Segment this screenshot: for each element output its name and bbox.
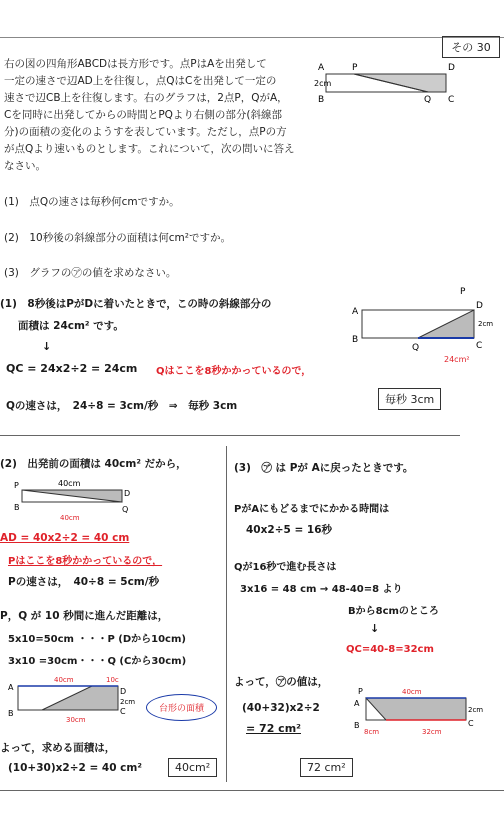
ans1-arrow: ↓ [42,340,52,353]
ans1-label-A: A [352,307,359,317]
label-side: 2cm [314,79,332,88]
ans1-line3: QC = 24x2÷2 = 24cm [6,362,138,375]
ans2-answer-box: 40cm² [168,758,217,777]
ans1-answer-box: 毎秒 3cm [378,388,441,410]
ans3-fig-B: B [354,721,360,730]
ans3-fig-A: A [354,699,360,708]
ans3-line3: 40x2÷5 = 16秒 [246,524,333,536]
problem-line: なさい。 [4,160,46,172]
ans2-line3: Pはここを8秒かかっているので， [8,556,163,567]
ans2-line5: P，Q が 10 秒間に進んだ距離は， [0,610,169,622]
ans2-line1: (2) 出発前の面積は 40cm² だから， [0,458,187,470]
ans3-line10: = 72 cm² [246,722,301,735]
ans3-fig-2cm: 2cm [468,706,484,714]
problem-line: Cを同時に出発してからの時間とPQより右側の部分(斜線部 [4,109,283,121]
question-3: (3) グラフの㋐の値を求めなさい。 [4,267,177,279]
problem-line: 分)の面積の変化のようすを表しています。ただし，点Pの方 [4,126,287,138]
ans2-fig1-Q: Q [122,505,129,514]
ans1-line1: (1) 8秒後はPがDに着いたときで，この時の斜線部分の [0,298,272,310]
rectangle-figure [316,60,456,110]
ans1-label-D: D [476,301,483,311]
ans2-fig2-bottom: 30cm [66,716,86,724]
label-Q: Q [424,95,432,105]
ans1-line3-note: Qはここを8秒かかっているので， [156,366,312,377]
ans3-line5: 3x16 = 48 cm → 48-40=8 より [240,584,403,595]
ans2-line9: (10+30)x2÷2 = 40 cm² [8,762,142,774]
ans1-label-C: C [476,341,483,351]
problem-line: が点Qより速いものとします。これについて，次の問いに答え [4,143,295,155]
ans1-label-P: P [460,287,466,297]
ans2-line7: 3x10 =30cm・・・Q (Cから30cm) [8,656,187,667]
ans2-line2: AD = 40x2÷2 = 40 cm [0,532,130,544]
ans3-fig-left: 8cm [364,728,380,736]
ans2-line4: Pの速さは， 40÷8 = 5cm/秒 [8,576,160,588]
ans2-line6: 5x10=50cm ・・・P (Dから10cm) [8,634,186,645]
area-graph [306,128,504,248]
ans2-figure1 [14,474,134,522]
question-1: (1) 点Qの速さは毎秒何cmですか。 [4,196,180,208]
ans2-bubble: 台形の面積 [146,694,217,721]
label-P: P [352,63,358,73]
page-label: その 30 [442,36,500,58]
ans2-figure2 [6,672,136,726]
ans2-line8: よって，求める面積は， [0,742,116,754]
ans1-line4: Qの速さは， 24÷8 = 3cm/秒 ⇒ 毎秒 3cm [6,400,238,412]
ans3-fig-top: 40cm [402,688,422,696]
ans3-arrow: ↓ [370,622,380,635]
ans3-fig-P: P [358,687,363,696]
ans2-fig1-B: B [14,503,20,512]
ans2-fig1-P: P [14,481,19,490]
ans3-line7: QC=40-8=32cm [346,644,434,655]
ans2-fig2-D: D [120,687,127,696]
ans2-fig2-t2: 10c [106,676,119,684]
ans2-fig2-top: 40cm [54,676,74,684]
ans2-fig2-B: B [8,709,14,718]
question-2: (2) 10秒後の斜線部分の面積は何cm²ですか。 [4,232,231,244]
ans3-line9: (40+32)x2÷2 [242,702,320,714]
ans3-line1: (3) ㋐ は Pが Aに戻ったときです。 [234,462,414,474]
ans2-fig1-D: D [124,489,131,498]
ans3-line2: PがAにもどるまでにかかる時間は [234,504,390,515]
ans1-figure [348,284,504,368]
label-C: C [448,95,455,105]
ans1-label-B: B [352,335,359,345]
label-B: B [318,95,325,105]
problem-text [4,56,295,175]
ans3-line8: よって，㋐の値は， [234,676,329,688]
ans3-fig-bottom: 32cm [422,728,442,736]
ans1-label-Q: Q [412,343,420,353]
ans3-answer-box: 72 cm² [300,758,353,777]
label-D: D [448,63,455,73]
ans2-fig2-2cm: 2cm [120,698,136,706]
ans1-label-area: 24cm² [444,355,470,364]
ans2-fig2-A: A [8,683,14,692]
ans3-figure [352,684,482,744]
ans3-fig-C: C [468,719,474,728]
problem-line: 右の図の四角形ABCDは長方形です。点PはAを出発して [4,58,267,70]
ans1-line2: 面積は 24cm² です。 [18,320,124,332]
ans3-line4: Qが16秒で進む長さは [234,562,337,573]
ans2-fig1-bottom: 40cm [60,514,80,522]
ans2-fig1-top: 40cm [58,479,81,488]
ans3-line6: Bから8cmのところ [348,606,439,617]
label-A: A [318,63,325,73]
problem-line: 速さで辺CB上を往復します。右のグラフは，2点P，QがA， [4,92,288,104]
ans1-label-2cm: 2cm [478,320,494,328]
ans2-fig2-C: C [120,707,126,716]
problem-line: 一定の速さで辺AD上を往復し，点QはCを出発して一定の [4,75,277,87]
